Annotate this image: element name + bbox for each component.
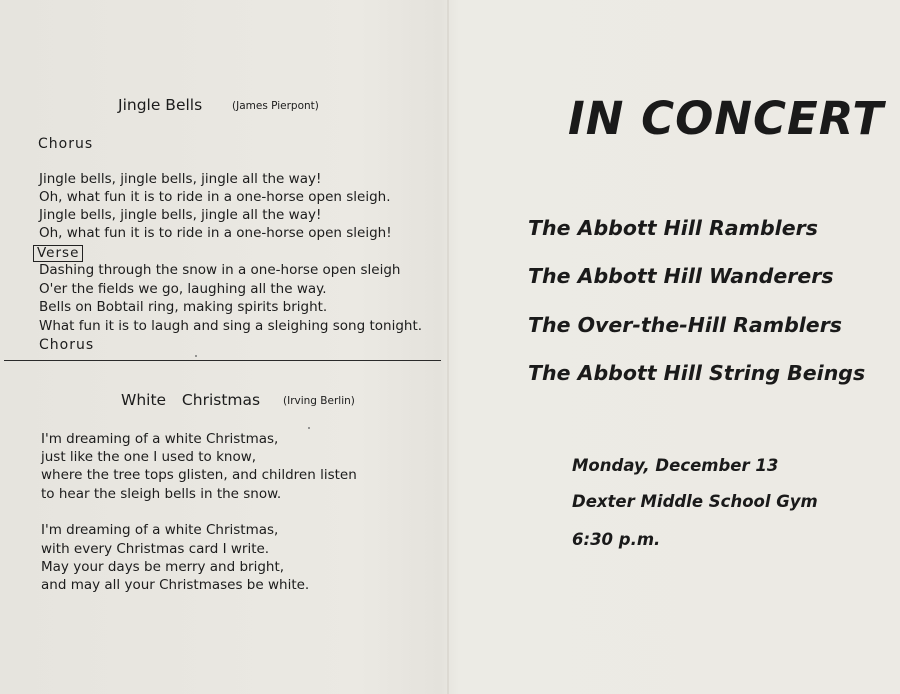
concert-time: 6:30 p.m. <box>572 530 661 549</box>
band-name: The Abbott Hill String Beings <box>528 361 866 385</box>
song1-end-chorus-label: Chorus <box>39 337 95 353</box>
band-name: The Abbott Hill Ramblers <box>528 216 818 240</box>
paper-speck <box>308 427 310 429</box>
concert-date: Monday, December 13 <box>572 456 779 475</box>
concert-heading: IN CONCERT <box>568 92 885 145</box>
song1-chorus-line: Oh, what fun it is to ride in a one-horse open sleigh! <box>39 225 392 241</box>
song2-line: just like the one I used to know, <box>41 449 257 465</box>
song1-verse-line: O'er the fields we go, laughing all the way. <box>39 281 327 297</box>
song2-line: I'm dreaming of a white Christmas, <box>41 431 279 447</box>
song2-line: to hear the sleigh bells in the snow. <box>41 486 282 502</box>
song1-chorus-label: Chorus <box>38 136 94 152</box>
song2-line: where the tree tops glisten, and children listen <box>41 467 357 483</box>
section-divider <box>4 360 441 361</box>
band-name: The Over-the-Hill Ramblers <box>528 313 843 337</box>
song1-chorus-line: Oh, what fun it is to ride in a one-horse open sleigh. <box>39 189 391 205</box>
song1-verse-line: Bells on Bobtail ring, making spirits bright. <box>39 299 328 315</box>
song1-chorus-line: Jingle bells, jingle bells, jingle all the way! <box>39 171 322 187</box>
song1-verse-line: Dashing through the snow in a one-horse open sleigh <box>39 262 401 278</box>
song2-author: (Irving Berlin) <box>283 395 355 407</box>
concert-venue: Dexter Middle School Gym <box>572 492 818 511</box>
paper-speck <box>195 355 197 357</box>
song1-author: (James Pierpont) <box>232 100 319 112</box>
song1-title: Jingle Bells <box>118 96 203 114</box>
fold-line <box>447 0 449 694</box>
song2-line: with every Christmas card I write. <box>41 541 270 557</box>
song1-verse-line: What fun it is to laugh and sing a sleighing song tonight. <box>39 318 423 334</box>
band-name: The Abbott Hill Wanderers <box>528 264 834 288</box>
song2-line: I'm dreaming of a white Christmas, <box>41 522 279 538</box>
song2-title: White Christmas <box>121 391 261 409</box>
song2-line: and may all your Christmases be white. <box>41 577 310 593</box>
song2-line: May your days be merry and bright, <box>41 559 285 575</box>
song1-chorus-line: Jingle bells, jingle bells, jingle all the way! <box>39 207 322 223</box>
song1-verse-label: Verse <box>33 245 83 262</box>
